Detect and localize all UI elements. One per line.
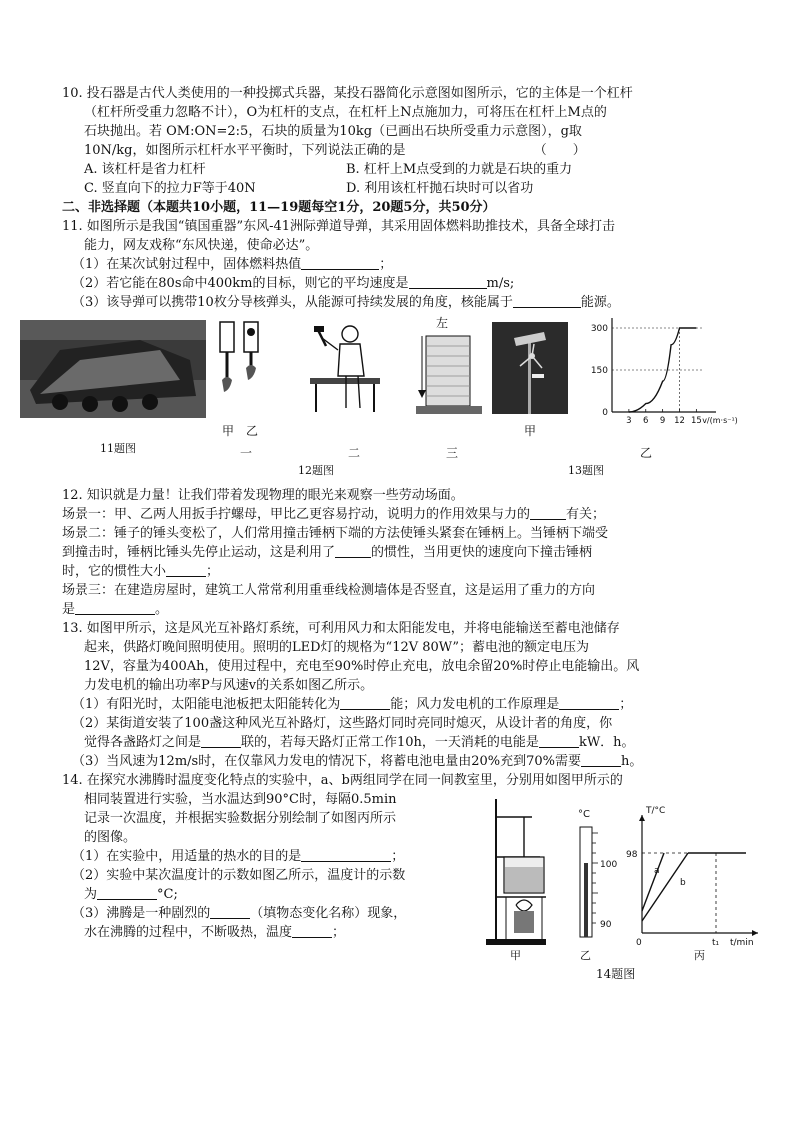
answer-blank[interactable] [335,543,371,558]
q12-s1-text: 场景一：甲、乙两人用扳手拧螺母，甲比乙更容易拧动，说明力的作用效果与力的 [62,507,531,522]
graph-98-label: 98 [626,850,638,860]
q14-line1: 14. 在探究水沸腾时温度变化特点的实验中，a、b两组同学在同一间教室里，分别用如图甲所示的 [62,773,623,788]
q12-line1: 12. 知识就是力量！让我们带着发现物理的眼光来观察一些劳动场面。 [62,488,464,503]
q13-line4: 力发电机的输出功率P与风速v的关系如图乙所示。 [84,678,374,693]
graph-ylabel: T/°C [646,806,666,816]
q12-scene2a: 场景二：锤子的锤头变松了，人们常用撞击锤柄下端的方法使锤头紧套在锤柄上。当锤柄下端受 [62,526,609,541]
wrench-scene [218,318,262,418]
q12-s2b-text: 到撞击时，锤柄比锤头先停止运动，这是利用了 [62,545,336,560]
label-yi-13: 乙 [640,446,653,460]
fig14-caption: 14题图 [596,967,636,981]
q12-scene2b [62,543,762,562]
wind-solar-lamp-image [492,322,568,414]
graph-xlabel: t/min [730,938,754,948]
option-b[interactable]: B. 杠杆上M点受到的力就是石块的重力 [346,162,573,177]
wrench-icon [218,318,262,418]
fig12-caption: 12题图 [298,464,334,477]
q13-line1: 13. 如图甲所示，这是风光互补路灯系统，可利用风力和太阳能发电，并将电能输送至蓄电池储存 [62,621,620,636]
graph-b-label: b [680,878,686,888]
q12-s2b-end: 的惯性，当用更快的速度向下撞击锤柄 [371,545,593,560]
q13-p1-mid: 能；风力发电机的工作原理是 [390,697,560,712]
answer-blank[interactable] [301,255,379,270]
q14-figure-svg [476,793,766,963]
boiling-apparatus-icon [486,799,546,945]
q11-p2-text: （2）若它能在80s命中400km的目标，则它的平均速度是 [72,276,409,291]
q12-s2c-end: ； [206,564,220,579]
q11-part3 [62,293,762,312]
q10-line4-text: 10N/kg，如图所示杠杆水平平衡时，下列说法正确的是 [84,143,406,158]
x-tick-label: 15 [690,416,702,426]
worker-hammer-icon [310,316,380,420]
question-12 [62,486,762,619]
q10-line3: 石块抛出。若 OM:ON=2:5，石块的质量为10kg（已画出石块所受重力示意图），g取 [84,124,582,139]
fig13-caption: 13题图 [568,464,604,477]
q14-p3a-text: （3）沸腾是一种剧烈的 [72,906,211,921]
q12-s3b-end: 。 [155,602,169,617]
answer-blank[interactable] [201,733,241,748]
q14-p3b-text: 水在沸腾的过程中，不断吸热，温度 [84,925,293,940]
q11-part1 [62,255,762,274]
label-jia: 甲 [222,424,235,438]
q13-line2: 起来，供路灯晚间照明使用。照明的LED灯的规格为“12V 80W”；蓄电池的额定电压为 [84,640,590,655]
answer-blank[interactable] [292,923,332,938]
question-10 [62,84,762,198]
street-lamp-photo [492,322,568,414]
q13-p2b-mid: 联的，若每天路灯正常工作10h，一天消耗的电能是 [241,735,539,750]
label-yi: 乙 [246,424,259,438]
wall-scene [416,314,482,422]
missile-photo [20,320,206,418]
q12-scene3a: 场景三：在建造房屋时，建筑工人常常利用重垂线检测墙体是否竖直，这是运用了重力的方向 [62,583,596,598]
graph-origin-label: 0 [636,938,642,948]
series-line [629,328,697,412]
x-tick-label: 12 [674,416,685,426]
answer-blank[interactable] [539,733,579,748]
q14-p1-text: （1）在实验中，用适量的热水的目的是 [72,849,302,864]
q13-line3: 12V，容量为400Ah，使用过程中，充电至90%时停止充电，放电余留20%时停止电能输出。风 [84,659,640,674]
therm-90-label: 90 [600,920,612,930]
answer-blank[interactable] [301,847,391,862]
label-bing-14: 丙 [694,949,705,962]
x-tick-label: 6 [643,416,649,426]
q13-p1-end: ； [619,697,633,712]
answer-blank[interactable] [210,904,250,919]
label-yi-14: 乙 [580,949,591,962]
q14-line3: 记录一次温度，并根据实验数据分别绘制了如图丙所示 [84,811,397,826]
q13-part2a: （2）某街道安装了100盏这种风光互补路灯，这些路灯同时亮同时熄灭，从设计者的角度，你 [72,716,613,731]
x-axis-label: v/(m·s⁻¹) [702,416,738,425]
label-scene-three: 三 [446,446,459,460]
q11-p3-text: （3）该导弹可以携带10枚分导核弹头，从能源可持续发展的角度，核能属于 [72,295,513,310]
hammer-scene [310,316,380,420]
therm-unit-label: °C [578,809,590,820]
chart-svg [582,314,738,434]
q13-p2b-end: kW．h。 [578,735,635,750]
q11-line1: 11. 如图所示是我国“镇国重器”东风-41洲际弹道导弹，其采用固体燃料助推技术，具备全球打击 [62,219,616,234]
q14-p1-end: ； [391,849,405,864]
answer-blank[interactable] [75,600,155,615]
q13-part2b [62,733,762,752]
q14-line4: 的图像。 [84,830,137,845]
q11-p2-unit: m/s; [486,276,515,291]
question-11 [62,217,762,312]
q14-p2b-end: °C; [157,887,178,902]
thermometer-icon [580,827,598,937]
exam-page [62,84,762,981]
label-left: 左 [436,316,449,330]
y-tick-label: 150 [590,366,608,376]
q11-p1-text: （1）在某次试射过程中，固体燃料热值 [72,257,302,272]
answer-blank[interactable] [340,695,390,710]
q13-p2b-text: 觉得各盏路灯之间是 [84,735,202,750]
plumb-wall-icon [416,314,482,422]
q11-p1-end: ； [379,257,393,272]
answer-blank[interactable] [530,505,566,520]
q11-line2: 能力，网友戏称“东风快递，使命必达”。 [84,238,319,253]
section-title: 二、非选择题（本题共10小题，11—19题每空1分，20题5分，共50分） [62,200,496,215]
missile-photo-image [20,320,206,418]
q13-part1 [62,695,762,714]
q12-scene2c [62,562,762,581]
q13-part3 [62,752,762,771]
question-14 [62,771,762,981]
q14-p3a-end: （填物态变化名称）现象， [250,906,407,921]
q10-line4 [62,141,762,160]
q14-line2: 相同装置进行实验，当水温达到90°C时，每隔0.5min [84,792,397,807]
answer-blank[interactable] [513,293,581,308]
label-jia-13: 甲 [524,424,537,438]
option-d[interactable]: D. 利用该杠杆抛石块时可以省功 [346,181,534,196]
graph-t1-label: t₁ [712,938,720,948]
q12-s1-end: 有关； [566,507,606,522]
q10-options-row2 [62,179,762,198]
q14-figures [476,793,766,963]
graph-line-a [642,853,664,911]
q11-p3-end: 能源。 [580,295,620,310]
graph-a-label: a [654,866,660,876]
q10-options-row1 [62,160,762,179]
answer-blank[interactable] [166,562,206,577]
q12-s2c-text: 时，它的惯性大小 [62,564,167,579]
y-tick-label: 300 [590,324,608,334]
q14-p2b-text: 为 [84,887,98,902]
q11-part2 [62,274,762,293]
q10-line1: 10. 投石器是古代人类使用的一种投掷式兵器，某投石器简化示意图如图所示，它的主体是一个杠杆 [62,86,633,101]
answer-blank[interactable] [559,695,619,710]
q13-p3-end: h。 [620,754,643,769]
x-tick-label: 9 [659,416,666,426]
label-scene-two: 二 [348,446,361,460]
q14-part2a: （2）实验中某次温度计的示数如图乙所示，温度计的示数 [72,868,406,883]
q14-p3b-end: ； [332,925,346,940]
answer-blank[interactable] [409,274,487,289]
figure-row [62,314,762,477]
answer-bracket: （ ） [533,143,586,158]
answer-blank[interactable] [97,885,157,900]
q10-line2: （杠杆所受重力忽略不计），O为杠杆的支点，在杠杆上N点施加力，可将压在杠杆上M点的 [84,105,607,120]
label-jia-14: 甲 [510,949,521,962]
answer-blank[interactable] [581,752,621,767]
option-c[interactable]: C. 竖直向下的拉力F等于40N [84,181,256,196]
q12-scene3b [62,600,762,619]
option-a[interactable]: A. 该杠杆是省力杠杆 [84,162,206,177]
q13-p1-text: （1）有阳光时，太阳能电池板把太阳能转化为 [72,697,341,712]
label-scene-one: 一 [240,446,253,460]
therm-100-label: 100 [600,860,618,870]
q13-p3-text: （3）当风速为12m/s时，在仅靠风力发电的情况下，将蓄电池电量由20%充到70%需要 [72,754,581,769]
origin-label: 0 [602,408,608,418]
power-wind-chart [582,314,738,434]
x-tick-label: 3 [626,416,632,426]
q12-scene1 [62,505,762,524]
fig11-caption: 11题图 [100,442,136,455]
question-13 [62,619,762,771]
q12-s3b-text: 是 [62,602,76,617]
